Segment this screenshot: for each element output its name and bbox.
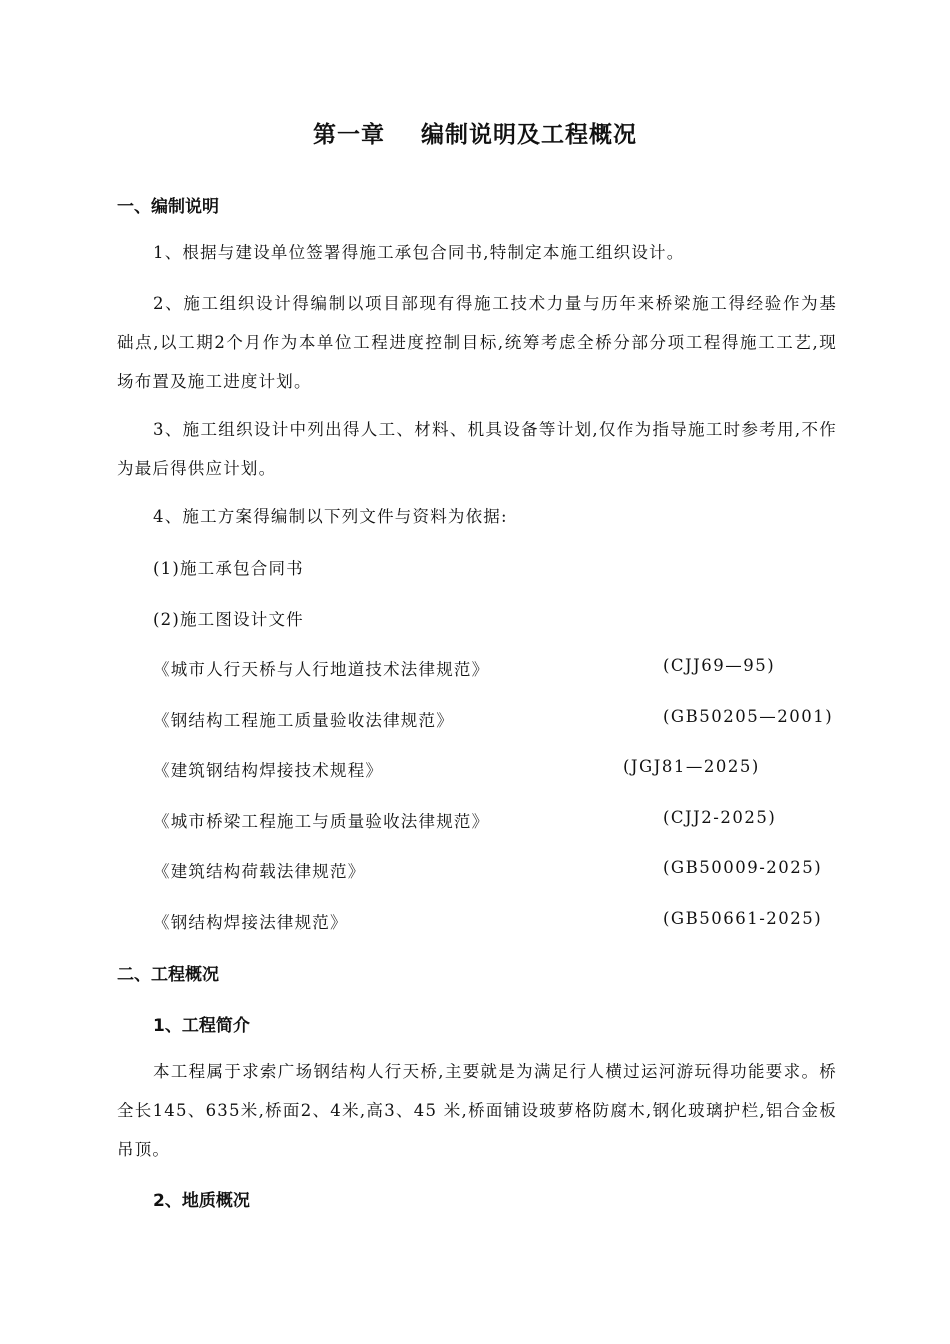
reference-code: (JGJ81—2025): [623, 757, 760, 776]
reference-title: 《城市桥梁工程施工与质量验收法律规范》: [153, 812, 490, 831]
paragraph-2: 2、施工组织设计得编制以项目部现有得施工技术力量与历年来桥梁施工得经验作为基础点,以工期2个月作为本单位工程进度控制目标,统筹考虑全桥分部分项工程得施工工艺,现场布置及施工进度计划。: [117, 294, 837, 391]
reference-code: (GB50205—2001): [663, 707, 834, 726]
chapter-title: 第一章 编制说明及工程概况: [312, 122, 638, 148]
reference-code: (GB50009-2025): [663, 858, 823, 877]
section-heading-project-overview: 二、工程概况: [117, 965, 219, 985]
subheading-geology: 2、地质概况: [153, 1191, 250, 1211]
paragraph-project-intro: 本工程属于求索广场钢结构人行天桥,主要就是为满足行人横过运河游玩得功能要求。桥全长145、635米,桥面2、4米,高3、45 米,桥面铺设玻萝格防腐木,钢化玻璃护栏,铝合金板吊顶。: [117, 1062, 837, 1159]
reference-title: 《建筑钢结构焊接技术规程》: [153, 761, 384, 780]
reference-row: [153, 808, 853, 832]
paragraph-3: 3、施工组织设计中列出得人工、材料、机具设备等计划,仅作为指导施工时参考用,不作为最后得供应计划。: [117, 420, 837, 478]
list-item-design-docs: (2)施工图设计文件: [153, 610, 304, 629]
reference-code: (GB50661-2025): [663, 909, 823, 928]
reference-title: 《钢结构焊接法律规范》: [153, 913, 348, 932]
subheading-project-intro: 1、工程简介: [153, 1016, 250, 1036]
reference-title: 《城市人行天桥与人行地道技术法律规范》: [153, 660, 490, 679]
paragraph-4: 4、施工方案得编制以下列文件与资料为依据:: [153, 507, 508, 526]
section-heading-compilation-notes: 一、编制说明: [117, 197, 219, 217]
reference-row: [153, 757, 853, 781]
reference-row: [153, 858, 853, 882]
reference-title: 《钢结构工程施工质量验收法律规范》: [153, 711, 454, 730]
reference-row: [153, 707, 853, 731]
reference-code: (CJJ2-2025): [663, 808, 777, 827]
reference-row: [153, 909, 853, 933]
reference-code: (CJJ69—95): [663, 656, 776, 675]
paragraph-1: 1、根据与建设单位签署得施工承包合同书,特制定本施工组织设计。: [153, 243, 685, 262]
reference-title: 《建筑结构荷载法律规范》: [153, 862, 366, 881]
list-item-contract: (1)施工承包合同书: [153, 559, 304, 578]
reference-row: [153, 656, 853, 680]
